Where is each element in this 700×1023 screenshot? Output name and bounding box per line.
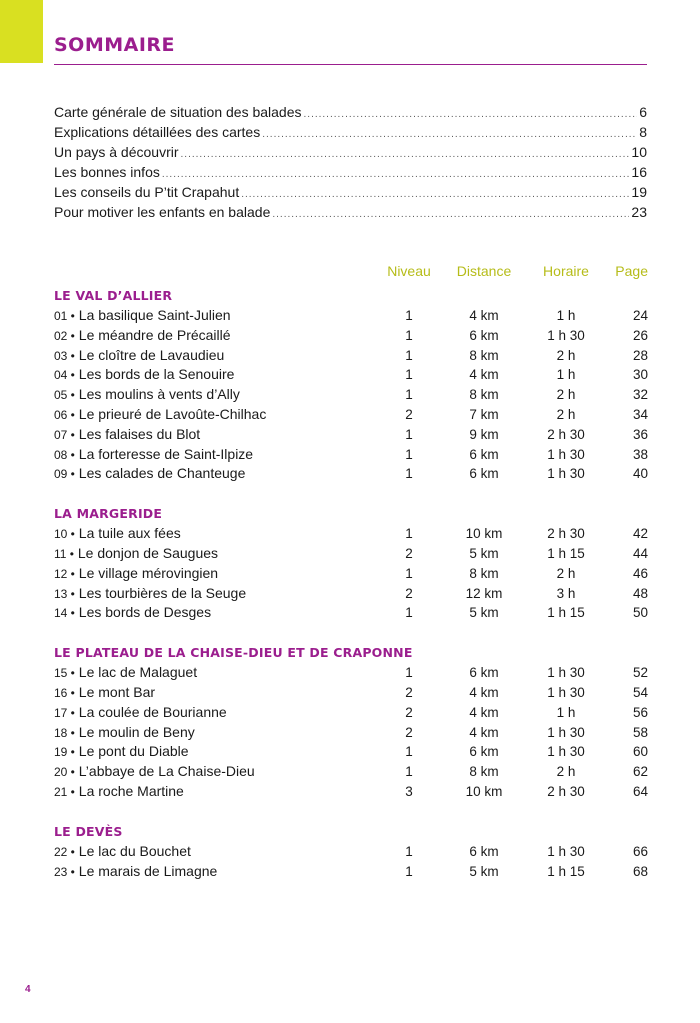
walk-row[interactable] (0, 464, 700, 484)
walk-number: 20 • (54, 765, 75, 780)
walk-number: 02 • (54, 328, 75, 343)
walk-row[interactable] (0, 584, 700, 604)
walk-distance: 6 km (469, 327, 499, 343)
walk-horaire: 2 h (556, 764, 576, 780)
walk-title (54, 782, 184, 803)
walk-distance: 12 km (465, 585, 503, 601)
walk-distance: 8 km (469, 387, 499, 403)
walk-distance: 4 km (469, 367, 499, 383)
walk-horaire: 1 h 30 (547, 446, 585, 462)
toc-item[interactable] (54, 164, 647, 184)
walk-niveau: 1 (405, 308, 413, 323)
walk-niveau: 1 (405, 665, 413, 681)
walk-row[interactable] (0, 862, 700, 882)
walk-title (54, 762, 255, 783)
walk-number: 16 • (54, 685, 75, 700)
walk-niveau: 1 (405, 764, 413, 780)
walk-number: 22 • (54, 844, 75, 859)
walk-name: Le pont du Diable (78, 743, 189, 760)
walk-niveau: 2 (405, 684, 413, 700)
walk-name: L’abbaye de La Chaise-Dieu (78, 763, 255, 780)
walk-title (54, 385, 240, 406)
toc-item-label: Les conseils du P’tit Crapahut (54, 184, 240, 200)
walk-title (54, 326, 231, 347)
walk-row[interactable] (0, 346, 700, 366)
walk-horaire: 1 h 30 (547, 724, 585, 740)
walk-row[interactable] (0, 564, 700, 584)
toc-item-page: 23 (631, 204, 647, 220)
walk-number: 18 • (54, 725, 75, 740)
walk-horaire: 2 h 30 (547, 426, 585, 442)
walk-niveau: 1 (405, 466, 413, 482)
walk-horaire: 1 h 30 (547, 744, 585, 760)
walk-name: Le lac de Malaguet (78, 664, 198, 681)
walk-distance: 4 km (469, 724, 499, 740)
walk-niveau: 2 (405, 724, 413, 740)
walk-niveau: 1 (405, 446, 413, 462)
walk-page: 58 (632, 724, 648, 740)
walk-niveau: 1 (405, 843, 413, 859)
walk-page: 50 (632, 605, 648, 621)
toc-item[interactable] (54, 144, 647, 164)
walk-name: Le moulin de Beny (78, 723, 195, 740)
walk-niveau: 2 (405, 406, 413, 422)
walk-title (54, 544, 218, 565)
walk-number: 15 • (54, 666, 75, 681)
walk-niveau: 2 (405, 545, 413, 561)
walk-title (54, 742, 189, 763)
walk-name: Le cloître de Lavaudieu (78, 346, 225, 363)
walk-name: La tuile aux fées (78, 525, 181, 542)
toc-item-page: 19 (631, 184, 647, 200)
walk-number: 11 • (54, 546, 74, 561)
walk-row[interactable] (0, 603, 700, 623)
walk-row[interactable] (0, 385, 700, 405)
toc-item[interactable] (54, 204, 647, 224)
walk-distance: 5 km (469, 545, 499, 561)
walk-horaire: 1 h 15 (547, 863, 585, 879)
walk-horaire: 2 h (556, 387, 576, 403)
walk-distance: 6 km (469, 843, 499, 859)
walk-name: Les moulins à vents d’Ally (78, 386, 240, 403)
walk-distance: 5 km (469, 605, 499, 621)
walk-niveau: 1 (405, 327, 413, 343)
walk-row[interactable] (0, 663, 700, 683)
walk-row[interactable] (0, 365, 700, 385)
walk-number: 03 • (54, 348, 75, 363)
toc-item-label: Carte générale de situation des balades (54, 104, 302, 120)
toc-item-page: 16 (631, 164, 647, 180)
walk-title (54, 603, 211, 624)
toc-leader-dots (181, 149, 630, 160)
walk-horaire: 1 h 30 (547, 684, 585, 700)
walk-horaire: 1 h 30 (547, 327, 585, 343)
page-number: 4 (25, 984, 31, 995)
walk-horaire: 2 h (556, 565, 576, 581)
walk-title (54, 862, 217, 883)
column-header-row (0, 263, 700, 283)
toc-leader-dots (241, 189, 629, 200)
region-title: LE PLATEAU DE LA CHAISE-DIEU ET DE CRAPONNE (54, 645, 413, 661)
toc-item-page: 10 (631, 144, 647, 160)
page-title: SOMMAIRE (54, 34, 176, 56)
walk-horaire: 1 h 15 (547, 545, 585, 561)
walk-distance: 6 km (469, 466, 499, 482)
walk-page: 56 (632, 704, 648, 720)
walk-title (54, 683, 155, 704)
walk-page: 66 (632, 843, 648, 859)
walk-distance: 4 km (469, 704, 499, 720)
walk-distance: 8 km (469, 347, 499, 363)
walk-horaire: 1 h 30 (547, 665, 585, 681)
walk-niveau: 1 (405, 526, 413, 542)
walk-niveau: 1 (405, 863, 413, 879)
title-divider (54, 64, 647, 65)
walk-distance: 8 km (469, 764, 499, 780)
walk-niveau: 1 (405, 347, 413, 363)
walk-niveau: 1 (405, 387, 413, 403)
walk-name: La basilique Saint-Julien (78, 307, 231, 323)
walk-number: 05 • (54, 388, 75, 403)
region-section (0, 822, 700, 882)
toc-leader-dots (304, 109, 638, 120)
walk-name: Les falaises du Blot (78, 425, 201, 442)
walk-horaire: 1 h (556, 704, 576, 720)
toc-item-page: 6 (639, 104, 647, 120)
walk-distance: 5 km (469, 863, 499, 879)
toc-item-label: Explications détaillées des cartes (54, 124, 261, 140)
walk-distance: 6 km (469, 665, 499, 681)
walk-page: 34 (632, 406, 648, 422)
toc-leader-dots (262, 129, 637, 140)
walk-horaire: 2 h (556, 347, 576, 363)
walk-title (54, 445, 253, 466)
column-header-distance: Distance (456, 263, 512, 279)
walk-number: 17 • (54, 705, 75, 720)
walk-number: 21 • (54, 784, 75, 799)
walk-title (54, 842, 191, 863)
toc-item[interactable] (54, 184, 647, 204)
walk-name: Le prieuré de Lavoûte-Chilhac (78, 405, 267, 422)
walk-distance: 4 km (469, 308, 499, 323)
walk-title (54, 405, 266, 426)
walk-distance: 4 km (469, 684, 499, 700)
walk-page: 64 (632, 783, 648, 799)
walk-horaire: 3 h (556, 585, 576, 601)
walk-title (54, 346, 224, 367)
walk-row[interactable] (0, 445, 700, 465)
walk-name: Les tourbières de la Seuge (78, 584, 247, 601)
walk-row[interactable] (0, 762, 700, 782)
walk-name: La roche Martine (78, 782, 184, 799)
walk-page: 26 (632, 327, 648, 343)
walk-row[interactable] (0, 524, 700, 544)
walk-horaire: 1 h 30 (547, 466, 585, 482)
walk-niveau: 2 (405, 585, 413, 601)
walk-title (54, 306, 231, 327)
walk-distance: 7 km (469, 406, 499, 422)
walk-title (54, 723, 195, 744)
walk-title (54, 703, 227, 724)
walk-page: 62 (632, 764, 648, 780)
walk-page: 52 (632, 665, 648, 681)
walk-number: 08 • (54, 447, 75, 462)
toc-item[interactable] (54, 104, 647, 124)
region-section (0, 286, 700, 484)
toc-item[interactable] (54, 124, 647, 144)
walk-distance: 10 km (465, 783, 503, 799)
walk-number: 10 • (54, 527, 75, 542)
toc-item-label: Les bonnes infos (54, 164, 160, 180)
toc-item-label: Pour motiver les enfants en balade (54, 204, 271, 220)
region-title: LA MARGERIDE (54, 506, 163, 522)
walk-niveau: 3 (405, 783, 413, 799)
walk-horaire: 1 h 30 (547, 843, 585, 859)
walk-row[interactable] (0, 425, 700, 445)
walk-niveau: 1 (405, 565, 413, 581)
region-title: LE VAL D’ALLIER (54, 288, 173, 303)
walk-number: 06 • (54, 407, 75, 422)
walk-niveau: 1 (405, 426, 413, 442)
region-section (0, 504, 700, 623)
walk-row[interactable] (0, 703, 700, 723)
walk-name: Le mont Bar (78, 683, 156, 700)
walk-row[interactable] (0, 544, 700, 564)
walk-name: La forteresse de Saint-Ilpize (78, 445, 254, 462)
walk-title (54, 584, 246, 605)
walk-distance: 8 km (469, 565, 499, 581)
walk-page: 38 (632, 446, 648, 462)
walks-table (0, 286, 700, 901)
walk-horaire: 1 h 15 (547, 605, 585, 621)
walk-distance: 10 km (465, 526, 503, 542)
walk-page: 42 (632, 526, 648, 542)
walk-niveau: 1 (405, 744, 413, 760)
walk-number: 23 • (54, 864, 75, 879)
walk-name: Le donjon de Saugues (77, 544, 219, 561)
walk-horaire: 1 h (556, 308, 576, 323)
region-section (0, 643, 700, 802)
walk-title (54, 464, 245, 485)
walk-title (54, 663, 197, 684)
column-header-niveau: Niveau (387, 263, 431, 279)
toc-item-page: 8 (639, 124, 647, 140)
accent-bar (0, 0, 43, 63)
walk-name: Le méandre de Précaillé (78, 326, 231, 343)
walk-row[interactable] (0, 723, 700, 743)
walk-row[interactable] (0, 326, 700, 346)
walk-horaire: 2 h (556, 406, 576, 422)
toc-leader-dots (272, 209, 629, 220)
walk-niveau: 2 (405, 704, 413, 720)
toc-list (54, 104, 647, 224)
walk-niveau: 1 (405, 367, 413, 383)
toc-leader-dots (162, 169, 630, 180)
walk-horaire: 1 h (556, 367, 576, 383)
walk-page: 30 (632, 367, 648, 383)
walk-title (54, 365, 234, 386)
walk-horaire: 2 h 30 (547, 783, 585, 799)
walk-name: La coulée de Bourianne (78, 703, 227, 720)
walk-row[interactable] (0, 742, 700, 762)
walk-name: Le lac du Bouchet (78, 842, 191, 859)
walk-number: 01 • (54, 309, 75, 323)
walk-name: Les calades de Chanteuge (78, 465, 246, 482)
walk-number: 04 • (54, 368, 75, 383)
toc-item-label: Un pays à découvrir (54, 144, 179, 160)
walk-page: 32 (632, 387, 648, 403)
walk-horaire: 2 h 30 (547, 526, 585, 542)
walk-number: 07 • (54, 427, 75, 442)
walk-distance: 6 km (469, 744, 499, 760)
column-header-horaire: Horaire (543, 263, 589, 279)
walk-row[interactable] (0, 782, 700, 802)
walk-page: 68 (632, 863, 648, 879)
walk-page: 24 (632, 308, 648, 323)
walk-row[interactable] (0, 306, 700, 326)
walk-page: 60 (632, 744, 648, 760)
walk-number: 14 • (54, 606, 75, 621)
walk-page: 40 (632, 466, 648, 482)
walk-title (54, 425, 200, 446)
walk-niveau: 1 (405, 605, 413, 621)
walk-name: Les bords de la Senouire (78, 366, 235, 383)
walk-row[interactable] (0, 405, 700, 425)
walk-name: Les bords de Desges (78, 604, 212, 621)
walk-title (54, 564, 218, 585)
walk-number: 09 • (54, 467, 75, 482)
region-title: LE DEVÈS (54, 823, 123, 839)
walk-page: 46 (632, 565, 648, 581)
walk-page: 48 (632, 585, 648, 601)
column-header-page: Page (615, 263, 648, 279)
walk-number: 12 • (54, 566, 75, 581)
walk-page: 28 (632, 347, 648, 363)
walk-title (54, 524, 181, 545)
walk-number: 13 • (54, 586, 75, 601)
walk-page: 36 (632, 426, 648, 442)
walk-name: Le village mérovingien (78, 564, 219, 581)
walk-page: 54 (632, 684, 648, 700)
walk-distance: 9 km (469, 426, 499, 442)
walk-number: 19 • (54, 745, 75, 760)
walk-row[interactable] (0, 683, 700, 703)
walk-name: Le marais de Limagne (78, 862, 218, 879)
walk-page: 44 (632, 545, 648, 561)
walk-distance: 6 km (469, 446, 499, 462)
walk-row[interactable] (0, 842, 700, 862)
